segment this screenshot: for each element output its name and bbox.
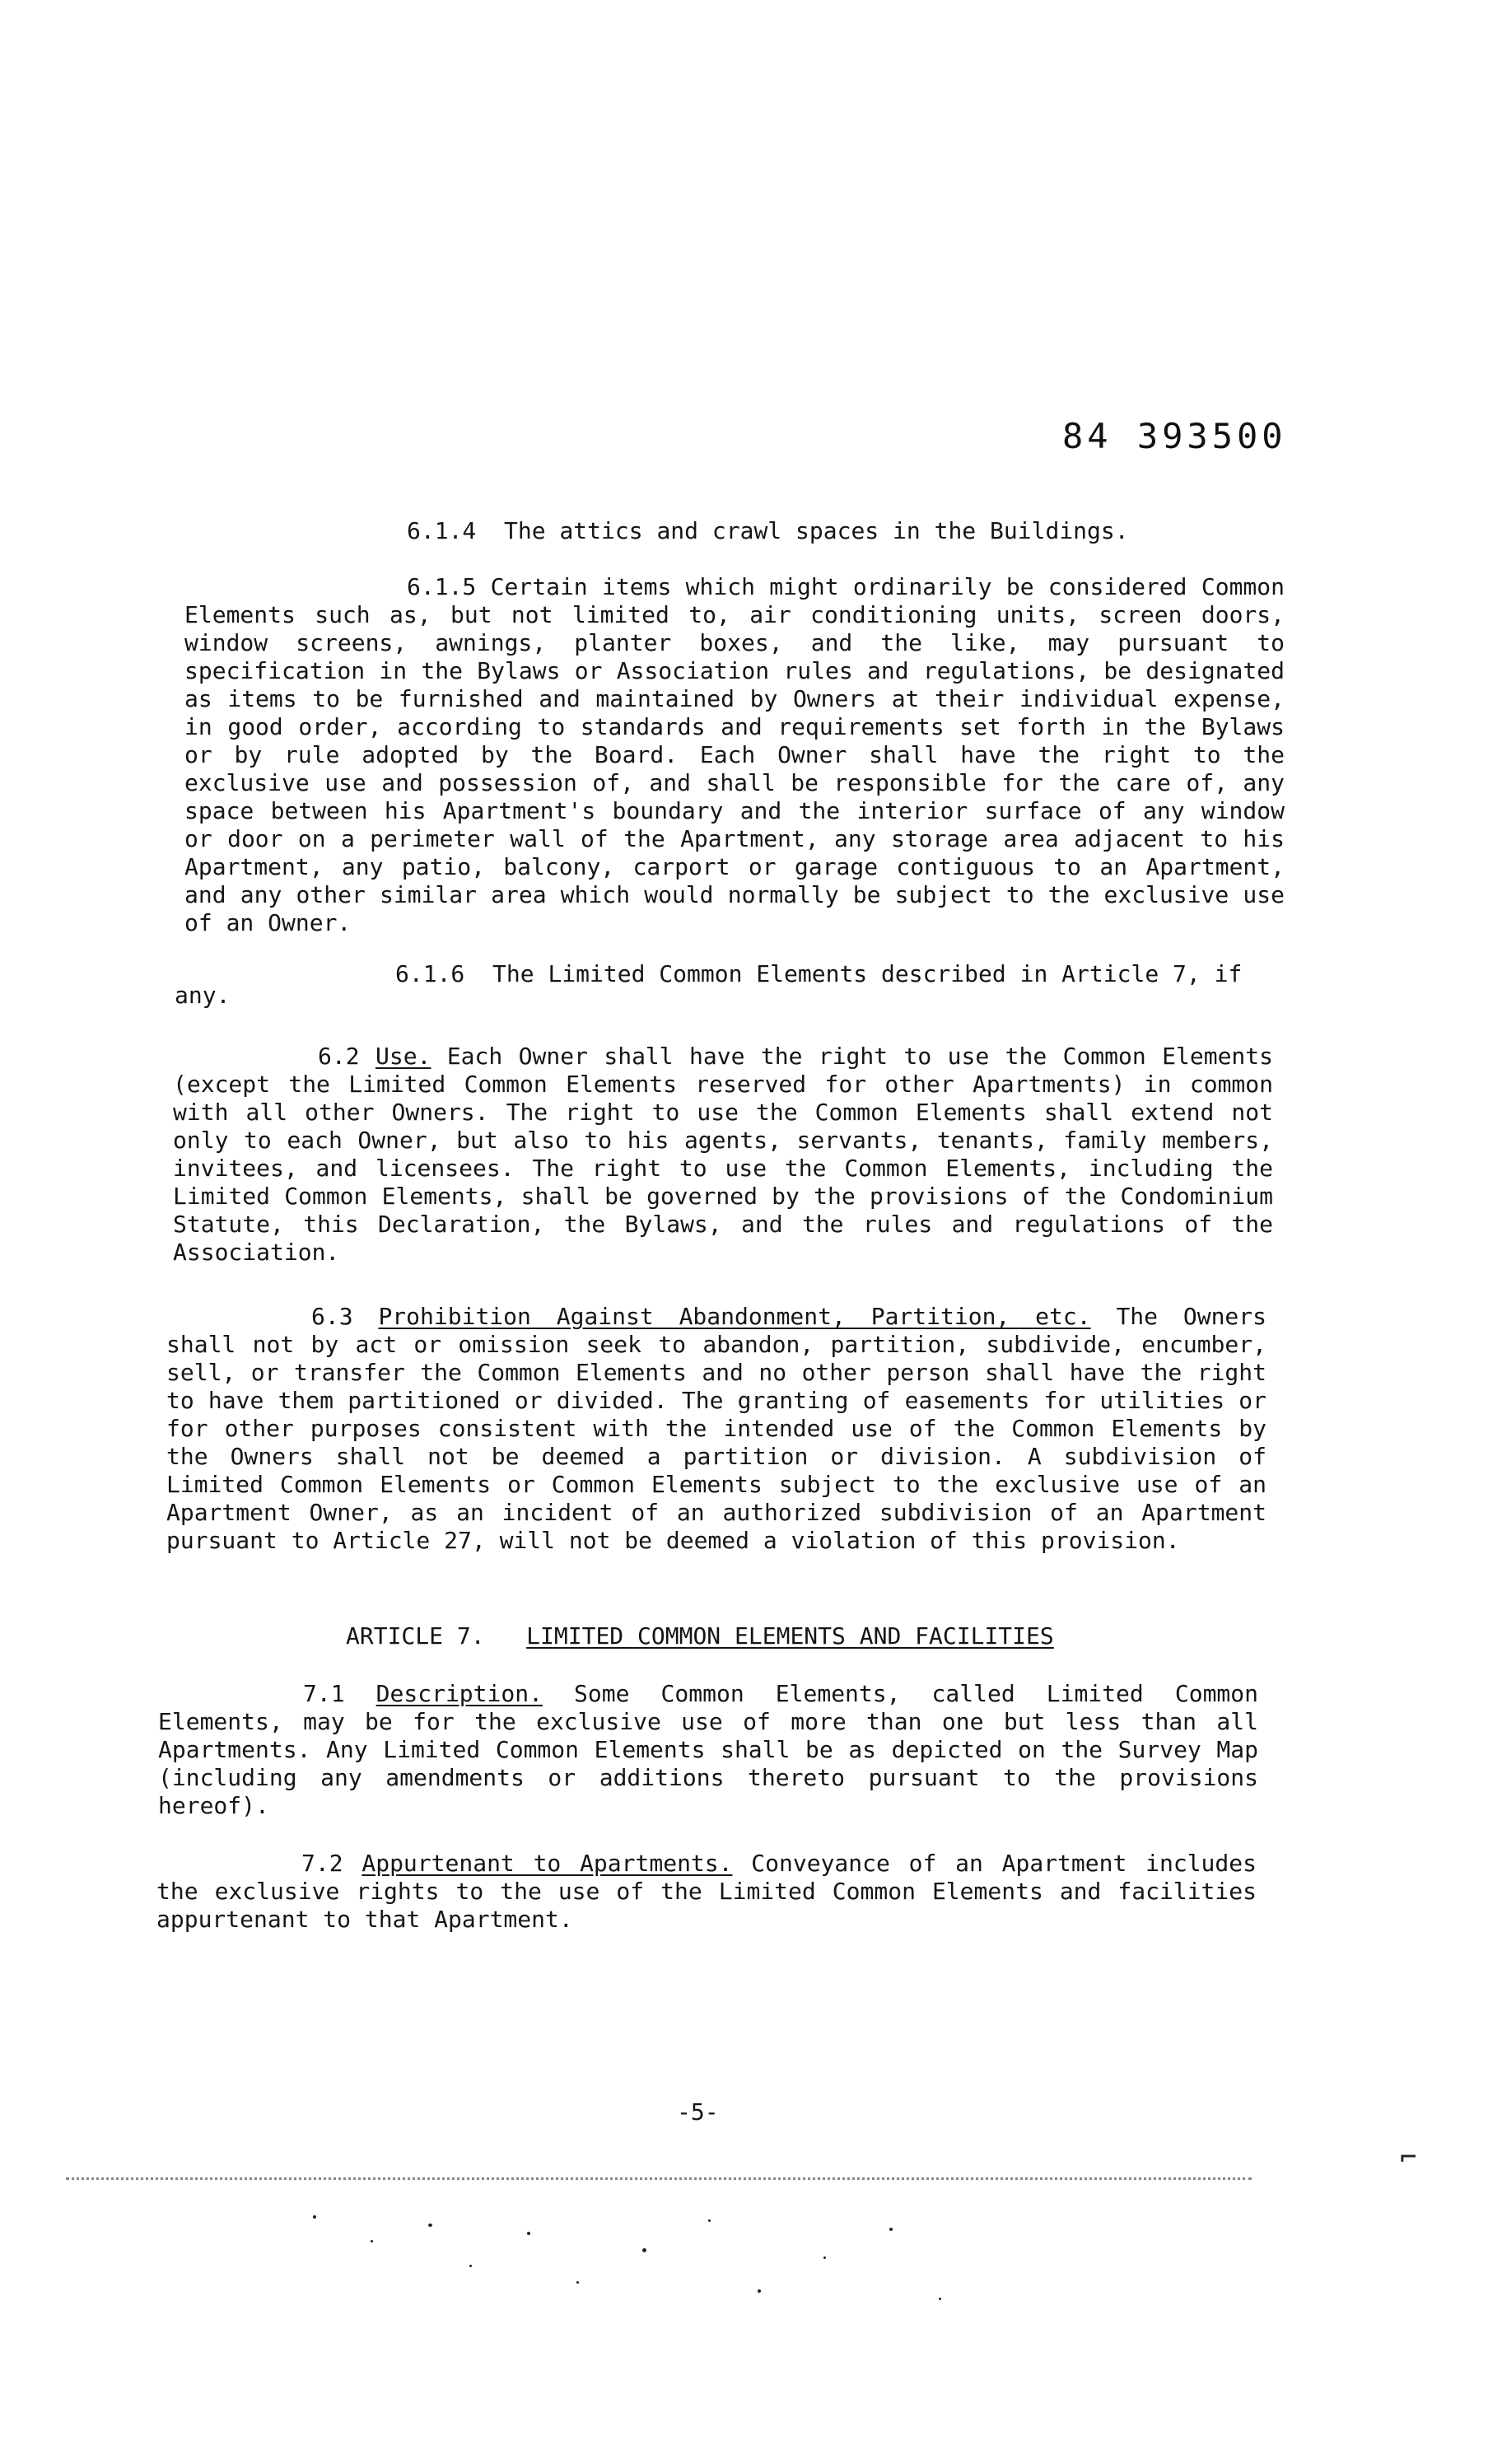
scan-speck bbox=[939, 2298, 941, 2300]
section-text: Certain items which might ordinarily be considered Common Elements such as, but not limited to, air conditioning units, screen doors, window screens, awnings, planter boxes, and the like, may pursuant to specification in the Bylaws or Association rules and regulations, be designated as items to be furnished and maintained by Owners at their individual expense, in good order, according to standards and requirements set forth in the Bylaws or by rule adopted by the Board. Each Owner shall have the right to the exclusive use and possession of, and shall be responsible for the care of, any space between his Apartment's boundary and the interior surface of any window or door on a perimeter wall of the Apartment, any storage area adjacent to his Apartment, any patio, balcony, carport or garage contiguous to an Apartment, and any other similar area which would normally be subject to the exclusive use of an Owner. bbox=[184, 573, 1285, 936]
section-7-2 bbox=[156, 1850, 1257, 1934]
section-text: Conveyance of an Apartment includes the exclusive rights to the use of the Limited Common Elements and facilities appurtenant to that Apartment. bbox=[156, 1850, 1257, 1933]
section-number: 7.2 bbox=[301, 1850, 343, 1877]
section-6-2 bbox=[173, 1043, 1273, 1267]
section-title: Prohibition Against Abandonment, Partition, etc. bbox=[378, 1303, 1091, 1330]
section-6-1-6-continued bbox=[175, 982, 230, 1010]
section-6-1-4 bbox=[407, 517, 1129, 545]
page-number: -5- bbox=[677, 2098, 719, 2126]
section-number: 6.1.4 bbox=[407, 517, 477, 544]
section-title: Use. bbox=[375, 1043, 431, 1070]
section-text: The attics and crawl spaces in the Buildings. bbox=[504, 517, 1129, 544]
scan-speck bbox=[313, 2215, 316, 2219]
scan-edge-mark: ⌐ bbox=[1400, 2141, 1417, 2174]
section-number: 6.1.5 bbox=[407, 573, 477, 600]
scan-speck bbox=[823, 2256, 826, 2259]
section-title: Description. bbox=[376, 1680, 543, 1707]
section-text: The Owners shall not by act or omission seek to abandon, partition, subdivide, encumber, sell, or transfer the Common Elements and no other person shall have the right to have them partitioned or divided. The granting of easements for utilities or for other purposes consistent with the intended use of the Common Elements by the Owners shall not be deemed a partition or division. A subdivision of Limited Common Elements or Common Elements subject to the exclusive use of an Apartment Owner, as an incident of an authorized subdivision of an Apartment pursuant to Article 27, will not be deemed a violation of this provision. bbox=[166, 1303, 1267, 1554]
section-7-1 bbox=[158, 1680, 1258, 1820]
section-text: The Limited Common Elements described in Article 7, if bbox=[492, 960, 1243, 987]
scan-speck bbox=[576, 2281, 579, 2284]
section-number: 6.3 bbox=[311, 1303, 353, 1330]
article-label: ARTICLE 7. bbox=[346, 1622, 485, 1650]
scan-speckle-area bbox=[296, 2207, 972, 2322]
section-6-3 bbox=[166, 1303, 1266, 1555]
section-text-continued: any. bbox=[175, 982, 231, 1009]
scan-speck bbox=[642, 2248, 646, 2252]
scan-speck bbox=[428, 2224, 432, 2227]
section-text: Some Common Elements, called Limited Common Elements, may be for the exclusive use of more than one but less than all Apartments. Any Limited Common Elements shall be as depicted on the Survey Map (including any amendments or additions thereto pursuant to the provisions hereof). bbox=[158, 1680, 1258, 1819]
scan-speck bbox=[371, 2240, 373, 2242]
section-title: Appurtenant to Apartments. bbox=[362, 1850, 733, 1877]
scan-speck bbox=[708, 2219, 711, 2222]
section-6-1-5 bbox=[184, 573, 1285, 937]
scan-speck bbox=[469, 2265, 472, 2267]
section-number: 7.1 bbox=[303, 1680, 345, 1707]
scan-speck bbox=[889, 2228, 893, 2231]
section-number: 6.1.6 bbox=[395, 960, 465, 987]
scan-speck bbox=[758, 2289, 761, 2293]
section-number: 6.2 bbox=[318, 1043, 360, 1070]
document-number: 84 393500 bbox=[1062, 416, 1287, 456]
article-title: LIMITED COMMON ELEMENTS AND FACILITIES bbox=[526, 1622, 1054, 1650]
scan-speck bbox=[527, 2232, 530, 2235]
section-text: Each Owner shall have the right to use the Common Elements (except the Limited Common Elements reserved for other Apartments) in common with all other Owners. The right to use the Common Elements shall extend not only to each Owner, but also to his agents, servants, tenants, family members, invitees, and licensees. The right to use the Common Elements, including the Limited Common Elements, shall be governed by the provisions of the Condominium Statute, this Declaration, the Bylaws, and the rules and regulations of the Association. bbox=[173, 1043, 1274, 1266]
scan-artifact-line bbox=[66, 2177, 1252, 2180]
section-6-1-6 bbox=[395, 960, 1242, 988]
article-7-heading bbox=[346, 1622, 1054, 1650]
